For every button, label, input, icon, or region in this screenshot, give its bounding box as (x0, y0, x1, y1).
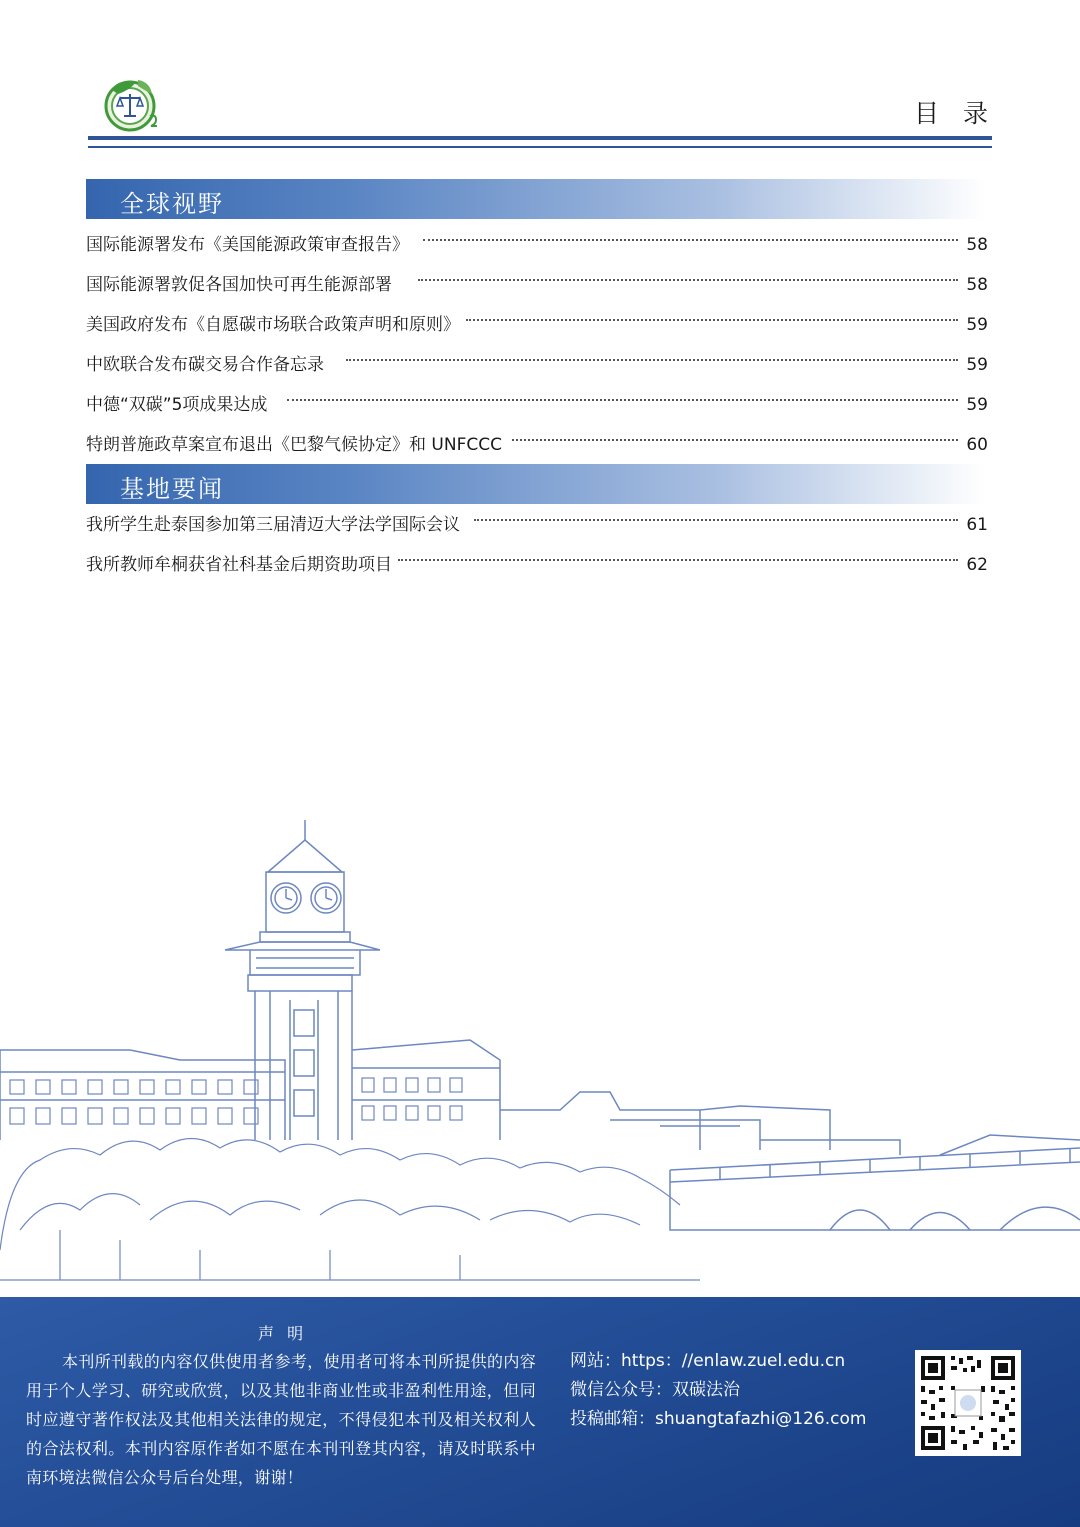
toc-entry-page: 59 (966, 355, 988, 375)
toc-entry[interactable] (86, 349, 988, 375)
footer-panel (0, 1297, 1080, 1527)
toc-entry-page: 58 (966, 235, 988, 255)
header-rule-thin (88, 146, 992, 148)
journal-logo-icon (102, 76, 164, 134)
header-rule-thick (88, 136, 992, 140)
campus-clock-tower-illustration (0, 810, 1080, 1300)
toc-entry[interactable] (86, 229, 988, 255)
toc-dot-leader (346, 359, 958, 361)
toc-entry-title: 国际能源署发布《美国能源政策审查报告》 (86, 235, 409, 255)
wechat-line: 微信公众号：双碳法治 (570, 1380, 740, 1400)
toc-entry-title: 美国政府发布《自愿碳市场联合政策声明和原则》 (86, 315, 460, 335)
toc-entry-title: 我所学生赴泰国参加第三届清迈大学法学国际会议 (86, 515, 460, 535)
toc-entry[interactable] (86, 269, 988, 295)
toc-dot-leader (423, 239, 958, 241)
toc-entry[interactable] (86, 389, 988, 415)
toc-entry-title: 国际能源署敦促各国加快可再生能源部署 (86, 275, 392, 295)
toc-entry-page: 59 (966, 395, 988, 415)
toc-entry[interactable] (86, 509, 988, 535)
toc-entry-page: 58 (966, 275, 988, 295)
section-heading: 基地要闻 (120, 475, 224, 503)
toc-entry-title: 中德“双碳”5项成果达成 (86, 395, 268, 415)
toc-dot-leader (512, 439, 958, 441)
toc-entry[interactable] (86, 429, 988, 455)
toc-entry[interactable] (86, 549, 988, 575)
toc-dot-leader (474, 519, 958, 521)
section-heading-bar (86, 464, 986, 504)
notice-body: 本刊所刊载的内容仅供使用者参考，使用者可将本刊所提供的内容用于个人学习、研究或欣赏，以及其他非商业性或非盈利性用途，但同时应遵守著作权法及其他相关法律的规定，不得侵犯本刊及相关权利人的合法权利。本刊内容原作者如不愿在本刊刊登其内容，请及时联系中南环境法微信公众号后台处理，谢谢！ (26, 1352, 536, 1487)
toc-entry-page: 60 (966, 435, 988, 455)
toc-entry-page: 59 (966, 315, 988, 335)
toc-entry-title: 特朗普施政草案宣布退出《巴黎气候协定》和 UNFCCC (86, 435, 502, 455)
toc-entry-title: 我所教师牟桐获省社科基金后期资助项目 (86, 555, 392, 575)
toc-dot-leader (287, 399, 958, 401)
website-line[interactable]: 网站：https：//enlaw.zuel.edu.cn (570, 1351, 846, 1371)
toc-entry-page: 61 (966, 515, 988, 535)
notice-heading: 声 明 (258, 1324, 308, 1343)
toc-entry-page: 62 (966, 555, 988, 575)
section-heading: 全球视野 (120, 190, 224, 218)
toc-dot-leader (466, 319, 958, 321)
toc-entry-title: 中欧联合发布碳交易合作备忘录 (86, 355, 324, 375)
toc-dot-leader (418, 279, 958, 281)
toc-entry[interactable] (86, 309, 988, 335)
contact-info (570, 1347, 866, 1434)
email-line[interactable]: 投稿邮箱：shuangtafazhi@126.com (570, 1409, 867, 1429)
qr-code-icon (915, 1350, 1021, 1456)
toc-dot-leader (398, 559, 958, 561)
section-heading-bar (86, 179, 986, 219)
page-title: 目 录 (914, 99, 996, 128)
